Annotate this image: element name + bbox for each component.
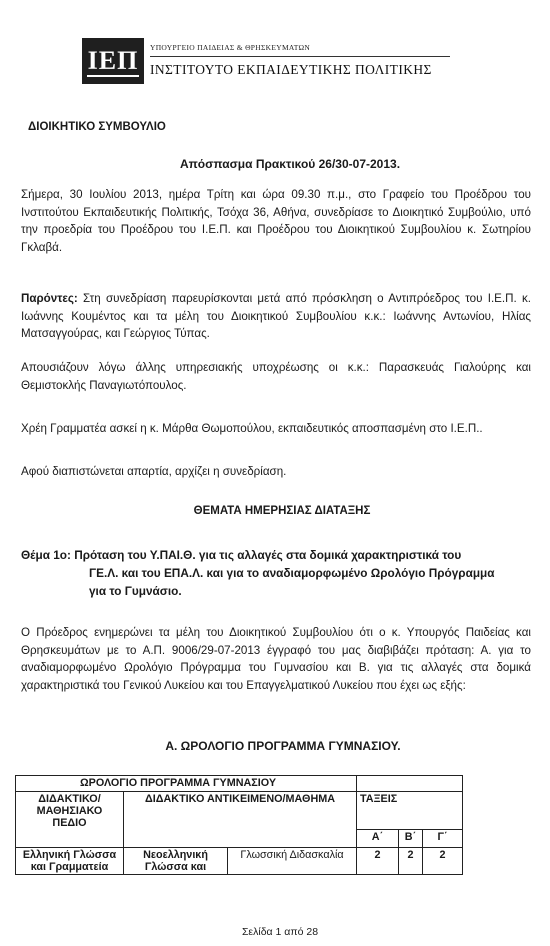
page-number: Σελίδα 1 από 28 — [241, 926, 319, 938]
topic-line-3: για το Γυμνάσιο. — [89, 584, 182, 598]
table-caption-row — [16, 776, 463, 792]
row-value-b: 2 — [399, 848, 423, 875]
intro-paragraph: Σήμερα, 30 Ιουλίου 2013, ημέρα Τρίτη και ώρα 09.30 π.μ., στο Γραφείο του Προέδρου του Ινστιτούτου Εκπαιδευτικής Πολιτικής, Τσόχα 36, Αθήνα, συνεδρίασε το Διοικητικό Συμβούλιο, υπό την προεδρία του Προέδρου του Ι.Ε.Π. και Προέδρου του Διοικητικού Συμβουλίου κ. Σωτηρίου Γκλαβά. — [21, 188, 531, 254]
topic-line-2: ΓΕ.Λ. και του ΕΠΑ.Λ. και για το αναδιαμορφωμένο Ωρολόγιο Πρόγραμμα — [89, 566, 495, 580]
table-header-row — [16, 792, 463, 830]
present-label: Παρόντες: — [21, 292, 78, 305]
secretary-paragraph: Χρέη Γραμματέα ασκεί η κ. Μάρθα Θωμοπούλου, εκπαιδευτικός αποσπασμένη στο Ι.Ε.Π.. — [21, 422, 483, 435]
header-divider — [150, 56, 450, 57]
topic-line-1: Πρόταση του Υ.ΠΑΙ.Θ. για τις αλλαγές στα δομικά χαρακτηριστικά του — [70, 548, 462, 562]
ministry-name: ΥΠΟΥΡΓΕΙΟ ΠΑΙΔΕΙΑΣ & ΘΡΗΣΚΕΥΜΑΤΩΝ — [150, 43, 311, 52]
schedule-table — [15, 775, 463, 875]
grade-b: Β΄ — [399, 830, 423, 848]
header-subject: ΔΙΔΑΚΤΙΚΟ ΑΝΤΙΚΕΙΜΕΝΟ/ΜΑΘΗΜΑ — [124, 792, 357, 848]
president-paragraph: Ο Πρόεδρος ενημερώνει τα μέλη του Διοικητικού Συμβουλίου ότι ο κ. Υπουργός Παιδείας και Θρησκευμάτων με το Α.Π. 9006/29-07-2013 έγγραφό του μας διαβιβάζει πρόταση: Α. για το αναδιαμορφωμένο Ωρολόγιο Πρόγραμμα του Γυμνασίου και Β. για τις αλλαγές στα δομικά χαρακτηριστικά του Γενικού Λυκείου και του Επαγγελματικού Λυκείου που έχει ως εξής: — [21, 626, 531, 692]
schedule-title: Α. ΩΡΟΛΟΓΙΟ ΠΡΟΓΡΑΜΜΑ ΓΥΜΝΑΣΙΟΥ. — [165, 739, 401, 753]
row-value-c: 2 — [423, 848, 463, 875]
institute-name: ΙΝΣΤΙΤΟΥΤΟ ΕΚΠΑΙΔΕΥΤΙΚΗΣ ΠΟΛΙΤΙΚΗΣ — [150, 62, 432, 77]
iep-logo: ΙΕΠ — [82, 38, 144, 84]
table-row — [16, 848, 463, 875]
topic-label: Θέμα 1ο: — [21, 548, 71, 562]
present-paragraph — [21, 290, 531, 343]
quorum-paragraph: Αφού διαπιστώνεται απαρτία, αρχίζει η συνεδρίαση. — [21, 465, 287, 478]
table-caption: ΩΡΟΛΟΓΙΟ ΠΡΟΓΡΑΜΜΑ ΓΥΜΝΑΣΙΟΥ — [16, 776, 357, 792]
row-subject: Νεοελληνική Γλώσσα και — [124, 848, 228, 875]
grade-a: Α΄ — [357, 830, 399, 848]
agenda-title: ΘΕΜΑΤΑ ΗΜΕΡΗΣΙΑΣ ΔΙΑΤΑΞΗΣ — [193, 505, 371, 517]
absent-paragraph: Απουσιάζουν λόγω άλλης υπηρεσιακής υποχρέωσης οι κ.κ.: Παρασκευάς Γιαλούρης και Θεμιστοκλής Παναγιωτόπουλος. — [21, 361, 531, 392]
row-subsubject: Γλωσσική Διδασκαλία — [228, 848, 357, 875]
header-field: ΔΙΔΑΚΤΙΚΟ/ ΜΑΘΗΣΙΑΚΟ ΠΕΔΙΟ — [16, 792, 124, 848]
topic-1 — [21, 546, 536, 600]
grade-c: Γ΄ — [423, 830, 463, 848]
row-field: Ελληνική Γλώσσα και Γραμματεία — [16, 848, 124, 875]
extract-title: Απόσπασμα Πρακτικού 26/30-07-2013. — [179, 157, 401, 171]
present-text: Στη συνεδρίαση παρευρίσκονται μετά από πρόσκληση ο Αντιπρόεδρος του Ι.Ε.Π. κ. Ιωάννης Κουμέντος και τα μέλη του Διοικητικού Συμβουλίου κ.κ.: Ιωάννης Αντωνίου, Ηλίας Ματσαγγούρας, και Γεώργιος Τύπας. — [21, 292, 531, 340]
row-value-a: 2 — [357, 848, 399, 875]
header-grades: ΤΑΞΕΙΣ — [357, 792, 463, 830]
board-title: ΔΙΟΙΚΗΤΙΚΟ ΣΥΜΒΟΥΛΙΟ — [28, 121, 166, 133]
